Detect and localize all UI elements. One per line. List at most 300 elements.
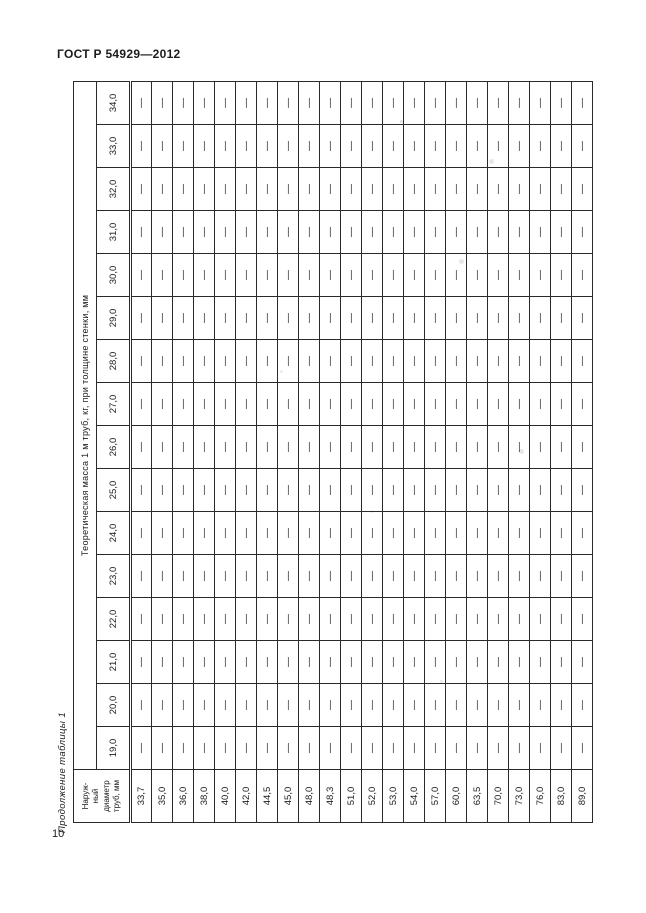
mass-value-cell: —	[257, 168, 278, 211]
outer-diameter-cell: 73,0	[509, 770, 530, 823]
mass-value-cell: —	[488, 168, 509, 211]
mass-value-cell: —	[215, 81, 236, 124]
mass-value-cell: —	[488, 426, 509, 469]
mass-value-cell: —	[404, 81, 425, 124]
outer-diameter-cell: 48,3	[320, 770, 341, 823]
corner-header-line: труб, мм	[112, 779, 121, 813]
mass-value-cell: —	[446, 383, 467, 426]
mass-value-cell: —	[488, 254, 509, 297]
mass-value-cell: —	[173, 383, 194, 426]
table-row	[173, 81, 194, 822]
mass-value-cell: —	[236, 81, 257, 124]
wall-thickness-header: 19,0	[97, 727, 131, 770]
mass-value-cell: —	[362, 512, 383, 555]
mass-value-cell: —	[404, 555, 425, 598]
mass-value-cell: —	[131, 512, 152, 555]
mass-value-cell: —	[425, 168, 446, 211]
mass-value-cell: —	[551, 469, 572, 512]
mass-value-cell: —	[320, 254, 341, 297]
mass-value-cell: —	[509, 684, 530, 727]
mass-value-cell: —	[194, 469, 215, 512]
mass-value-cell: —	[215, 684, 236, 727]
wall-thickness-header: 30,0	[97, 254, 131, 297]
mass-value-cell: —	[467, 598, 488, 641]
mass-value-cell: —	[320, 211, 341, 254]
mass-value-cell: —	[194, 727, 215, 770]
mass-value-cell: —	[446, 125, 467, 168]
mass-value-cell: —	[572, 383, 593, 426]
mass-value-cell: —	[236, 254, 257, 297]
mass-value-cell: —	[131, 168, 152, 211]
mass-value-cell: —	[509, 297, 530, 340]
wall-thickness-header: 31,0	[97, 211, 131, 254]
table-row	[425, 81, 446, 822]
mass-value-cell: —	[383, 598, 404, 641]
mass-value-cell: —	[467, 512, 488, 555]
mass-value-cell: —	[194, 254, 215, 297]
table-row	[152, 81, 173, 822]
mass-value-cell: —	[572, 555, 593, 598]
mass-value-cell: —	[257, 211, 278, 254]
mass-value-cell: —	[341, 512, 362, 555]
mass-value-cell: —	[152, 383, 173, 426]
mass-value-cell: —	[551, 125, 572, 168]
mass-value-cell: —	[509, 598, 530, 641]
mass-value-cell: —	[551, 81, 572, 124]
table-row	[362, 81, 383, 822]
mass-value-cell: —	[173, 727, 194, 770]
mass-value-cell: —	[320, 297, 341, 340]
mass-value-cell: —	[299, 426, 320, 469]
mass-value-cell: —	[572, 211, 593, 254]
mass-value-cell: —	[173, 512, 194, 555]
outer-diameter-cell: 60,0	[446, 770, 467, 823]
mass-value-cell: —	[236, 469, 257, 512]
mass-value-cell: —	[215, 254, 236, 297]
mass-value-cell: —	[299, 297, 320, 340]
mass-value-cell: —	[341, 383, 362, 426]
mass-value-cell: —	[362, 125, 383, 168]
mass-value-cell: —	[278, 426, 299, 469]
mass-value-cell: —	[572, 81, 593, 124]
mass-value-cell: —	[362, 555, 383, 598]
mass-value-cell: —	[509, 125, 530, 168]
mass-value-cell: —	[236, 168, 257, 211]
mass-value-cell: —	[383, 168, 404, 211]
mass-value-cell: —	[341, 340, 362, 383]
mass-value-cell: —	[362, 211, 383, 254]
mass-value-cell: —	[152, 426, 173, 469]
outer-diameter-cell: 83,0	[551, 770, 572, 823]
mass-value-cell: —	[215, 512, 236, 555]
mass-value-cell: —	[509, 168, 530, 211]
mass-value-cell: —	[551, 598, 572, 641]
mass-value-cell: —	[404, 684, 425, 727]
mass-value-cell: —	[467, 168, 488, 211]
mass-value-cell: —	[383, 211, 404, 254]
mass-value-cell: —	[488, 555, 509, 598]
table-continuation-label: Продолжение таблицы 1	[57, 712, 68, 833]
mass-value-cell: —	[194, 297, 215, 340]
mass-value-cell: —	[257, 81, 278, 124]
mass-value-cell: —	[236, 684, 257, 727]
mass-value-cell: —	[257, 254, 278, 297]
mass-value-cell: —	[488, 598, 509, 641]
mass-value-cell: —	[215, 168, 236, 211]
mass-value-cell: —	[509, 211, 530, 254]
mass-value-cell: —	[383, 469, 404, 512]
mass-value-cell: —	[278, 211, 299, 254]
mass-value-cell: —	[467, 641, 488, 684]
mass-value-cell: —	[446, 512, 467, 555]
mass-value-cell: —	[299, 555, 320, 598]
mass-value-cell: —	[488, 340, 509, 383]
mass-value-cell: —	[425, 555, 446, 598]
mass-value-cell: —	[530, 512, 551, 555]
outer-diameter-cell: 89,0	[572, 770, 593, 823]
mass-value-cell: —	[320, 469, 341, 512]
mass-value-cell: —	[551, 426, 572, 469]
mass-value-cell: —	[425, 211, 446, 254]
mass-value-cell: —	[320, 125, 341, 168]
mass-value-cell: —	[572, 125, 593, 168]
mass-value-cell: —	[257, 383, 278, 426]
mass-value-cell: —	[299, 383, 320, 426]
mass-value-cell: —	[383, 125, 404, 168]
mass-value-cell: —	[530, 727, 551, 770]
mass-value-cell: —	[278, 512, 299, 555]
mass-value-cell: —	[299, 168, 320, 211]
mass-value-cell: —	[278, 81, 299, 124]
mass-value-cell: —	[320, 598, 341, 641]
mass-value-cell: —	[299, 254, 320, 297]
mass-value-cell: —	[551, 211, 572, 254]
mass-value-cell: —	[152, 684, 173, 727]
mass-value-cell: —	[425, 340, 446, 383]
wall-thickness-header: 22,0	[97, 598, 131, 641]
outer-diameter-cell: 35,0	[152, 770, 173, 823]
table-row	[404, 81, 425, 822]
mass-value-cell: —	[362, 641, 383, 684]
mass-value-cell: —	[299, 81, 320, 124]
mass-value-cell: —	[383, 555, 404, 598]
mass-value-cell: —	[236, 727, 257, 770]
mass-value-cell: —	[425, 512, 446, 555]
mass-value-cell: —	[467, 684, 488, 727]
mass-value-cell: —	[194, 555, 215, 598]
outer-diameter-cell: 76,0	[530, 770, 551, 823]
mass-value-cell: —	[341, 426, 362, 469]
mass-value-cell: —	[425, 598, 446, 641]
mass-value-cell: —	[341, 598, 362, 641]
mass-value-cell: —	[446, 211, 467, 254]
mass-value-cell: —	[530, 641, 551, 684]
wall-thickness-header: 21,0	[97, 641, 131, 684]
mass-value-cell: —	[362, 383, 383, 426]
mass-value-cell: —	[131, 340, 152, 383]
mass-value-cell: —	[257, 598, 278, 641]
mass-value-cell: —	[215, 426, 236, 469]
mass-value-cell: —	[152, 598, 173, 641]
mass-value-cell: —	[425, 426, 446, 469]
mass-value-cell: —	[215, 727, 236, 770]
mass-value-cell: —	[236, 426, 257, 469]
mass-value-cell: —	[572, 512, 593, 555]
mass-value-cell: —	[152, 81, 173, 124]
mass-value-cell: —	[236, 340, 257, 383]
mass-value-cell: —	[194, 168, 215, 211]
table-row	[215, 81, 236, 822]
mass-value-cell: —	[551, 512, 572, 555]
mass-value-cell: —	[383, 641, 404, 684]
mass-value-cell: —	[446, 469, 467, 512]
mass-value-cell: —	[236, 125, 257, 168]
mass-value-cell: —	[278, 297, 299, 340]
mass-value-cell: —	[446, 641, 467, 684]
mass-value-cell: —	[362, 340, 383, 383]
mass-value-cell: —	[530, 168, 551, 211]
mass-value-cell: —	[194, 641, 215, 684]
mass-value-cell: —	[551, 168, 572, 211]
mass-value-cell: —	[530, 211, 551, 254]
wall-thickness-header: 33,0	[97, 125, 131, 168]
mass-value-cell: —	[299, 340, 320, 383]
mass-value-cell: —	[467, 297, 488, 340]
mass-value-cell: —	[404, 426, 425, 469]
mass-value-cell: —	[131, 211, 152, 254]
mass-value-cell: —	[488, 81, 509, 124]
mass-value-cell: —	[341, 211, 362, 254]
mass-value-cell: —	[194, 125, 215, 168]
mass-value-cell: —	[467, 469, 488, 512]
mass-value-cell: —	[173, 168, 194, 211]
mass-value-cell: —	[152, 125, 173, 168]
outer-diameter-cell: 36,0	[173, 770, 194, 823]
mass-value-cell: —	[278, 168, 299, 211]
mass-value-cell: —	[341, 168, 362, 211]
table-row	[236, 81, 257, 822]
mass-value-cell: —	[362, 469, 383, 512]
mass-value-cell: —	[446, 254, 467, 297]
outer-diameter-cell: 52,0	[362, 770, 383, 823]
table-row	[383, 81, 404, 822]
mass-value-cell: —	[152, 555, 173, 598]
mass-value-cell: —	[320, 81, 341, 124]
pipe-mass-table	[73, 81, 593, 823]
mass-value-cell: —	[278, 469, 299, 512]
mass-value-cell: —	[278, 555, 299, 598]
outer-diameter-cell: 48,0	[299, 770, 320, 823]
mass-value-cell: —	[467, 81, 488, 124]
mass-value-cell: —	[320, 555, 341, 598]
mass-value-cell: —	[446, 684, 467, 727]
mass-value-cell: —	[152, 340, 173, 383]
mass-value-cell: —	[341, 641, 362, 684]
corner-header-line: Наруж-	[80, 782, 90, 810]
mass-value-cell: —	[173, 469, 194, 512]
table-row	[341, 81, 362, 822]
rotated-table-container	[73, 81, 593, 823]
wall-thickness-header: 26,0	[97, 426, 131, 469]
wall-thickness-header: 29,0	[97, 297, 131, 340]
mass-value-cell: —	[215, 125, 236, 168]
mass-value-cell: —	[299, 641, 320, 684]
table-row	[488, 81, 509, 822]
wall-thickness-header: 20,0	[97, 684, 131, 727]
mass-value-cell: —	[404, 641, 425, 684]
mass-value-cell: —	[131, 641, 152, 684]
mass-value-cell: —	[257, 125, 278, 168]
mass-value-cell: —	[509, 641, 530, 684]
mass-value-cell: —	[446, 297, 467, 340]
mass-value-cell: —	[131, 555, 152, 598]
mass-value-cell: —	[215, 469, 236, 512]
mass-value-cell: —	[383, 684, 404, 727]
mass-value-cell: —	[152, 641, 173, 684]
mass-value-cell: —	[236, 512, 257, 555]
table-row	[446, 81, 467, 822]
mass-value-cell: —	[278, 684, 299, 727]
mass-value-cell: —	[383, 340, 404, 383]
span-header-cell: Теоретическая масса 1 м труб, кг, при толщине стенки, мм	[74, 81, 97, 769]
mass-value-cell: —	[425, 727, 446, 770]
mass-value-cell: —	[572, 598, 593, 641]
thickness-header-row	[97, 81, 131, 822]
mass-value-cell: —	[257, 727, 278, 770]
outer-diameter-cell: 38,0	[194, 770, 215, 823]
mass-value-cell: —	[425, 641, 446, 684]
mass-value-cell: —	[215, 211, 236, 254]
mass-value-cell: —	[236, 383, 257, 426]
mass-value-cell: —	[341, 125, 362, 168]
mass-value-cell: —	[446, 598, 467, 641]
table-row	[530, 81, 551, 822]
mass-value-cell: —	[572, 254, 593, 297]
mass-value-cell: —	[131, 727, 152, 770]
mass-value-cell: —	[530, 469, 551, 512]
mass-value-cell: —	[509, 254, 530, 297]
mass-value-cell: —	[152, 254, 173, 297]
mass-value-cell: —	[173, 254, 194, 297]
outer-diameter-cell: 57,0	[425, 770, 446, 823]
mass-value-cell: —	[488, 641, 509, 684]
mass-value-cell: —	[572, 426, 593, 469]
mass-value-cell: —	[404, 340, 425, 383]
mass-value-cell: —	[488, 383, 509, 426]
mass-value-cell: —	[236, 598, 257, 641]
mass-value-cell: —	[530, 598, 551, 641]
mass-value-cell: —	[362, 168, 383, 211]
mass-value-cell: —	[446, 81, 467, 124]
mass-value-cell: —	[362, 598, 383, 641]
mass-value-cell: —	[194, 211, 215, 254]
wall-thickness-header: 25,0	[97, 469, 131, 512]
mass-value-cell: —	[530, 555, 551, 598]
mass-value-cell: —	[362, 81, 383, 124]
mass-value-cell: —	[404, 254, 425, 297]
table-row	[509, 81, 530, 822]
mass-value-cell: —	[173, 641, 194, 684]
mass-value-cell: —	[131, 254, 152, 297]
mass-value-cell: —	[131, 297, 152, 340]
mass-value-cell: —	[341, 469, 362, 512]
mass-value-cell: —	[509, 512, 530, 555]
mass-value-cell: —	[404, 211, 425, 254]
mass-value-cell: —	[341, 684, 362, 727]
mass-value-cell: —	[530, 383, 551, 426]
mass-value-cell: —	[404, 125, 425, 168]
mass-value-cell: —	[362, 254, 383, 297]
mass-value-cell: —	[257, 555, 278, 598]
mass-value-cell: —	[467, 426, 488, 469]
mass-value-cell: —	[467, 254, 488, 297]
mass-value-cell: —	[152, 512, 173, 555]
mass-value-cell: —	[215, 383, 236, 426]
outer-diameter-cell: 40,0	[215, 770, 236, 823]
mass-value-cell: —	[173, 211, 194, 254]
mass-value-cell: —	[530, 297, 551, 340]
mass-value-cell: —	[425, 254, 446, 297]
table-row	[257, 81, 278, 822]
mass-value-cell: —	[215, 598, 236, 641]
mass-value-cell: —	[404, 383, 425, 426]
mass-value-cell: —	[488, 297, 509, 340]
mass-value-cell: —	[299, 684, 320, 727]
wall-thickness-header: 27,0	[97, 383, 131, 426]
mass-value-cell: —	[551, 555, 572, 598]
table-row	[194, 81, 215, 822]
mass-value-cell: —	[194, 512, 215, 555]
mass-value-cell: —	[530, 254, 551, 297]
mass-value-cell: —	[173, 340, 194, 383]
mass-value-cell: —	[467, 211, 488, 254]
mass-value-cell: —	[362, 684, 383, 727]
mass-value-cell: —	[320, 727, 341, 770]
mass-value-cell: —	[383, 727, 404, 770]
mass-value-cell: —	[383, 254, 404, 297]
outer-diameter-cell: 54,0	[404, 770, 425, 823]
wall-thickness-header: 24,0	[97, 512, 131, 555]
wall-thickness-header: 28,0	[97, 340, 131, 383]
mass-value-cell: —	[299, 469, 320, 512]
mass-value-cell: —	[257, 684, 278, 727]
mass-value-cell: —	[173, 684, 194, 727]
mass-value-cell: —	[572, 168, 593, 211]
mass-value-cell: —	[320, 340, 341, 383]
outer-diameter-cell: 33,7	[131, 770, 152, 823]
mass-value-cell: —	[446, 168, 467, 211]
mass-value-cell: —	[551, 727, 572, 770]
mass-value-cell: —	[278, 598, 299, 641]
wall-thickness-header: 34,0	[97, 81, 131, 124]
mass-value-cell: —	[131, 426, 152, 469]
mass-value-cell: —	[215, 641, 236, 684]
mass-value-cell: —	[488, 211, 509, 254]
mass-value-cell: —	[509, 383, 530, 426]
mass-value-cell: —	[509, 727, 530, 770]
table-row	[299, 81, 320, 822]
mass-value-cell: —	[362, 426, 383, 469]
mass-value-cell: —	[509, 426, 530, 469]
mass-value-cell: —	[194, 598, 215, 641]
mass-value-cell: —	[488, 469, 509, 512]
page-number: 10	[52, 828, 65, 840]
mass-value-cell: —	[257, 641, 278, 684]
mass-value-cell: —	[257, 426, 278, 469]
mass-value-cell: —	[530, 340, 551, 383]
mass-value-cell: —	[194, 684, 215, 727]
mass-value-cell: —	[530, 684, 551, 727]
